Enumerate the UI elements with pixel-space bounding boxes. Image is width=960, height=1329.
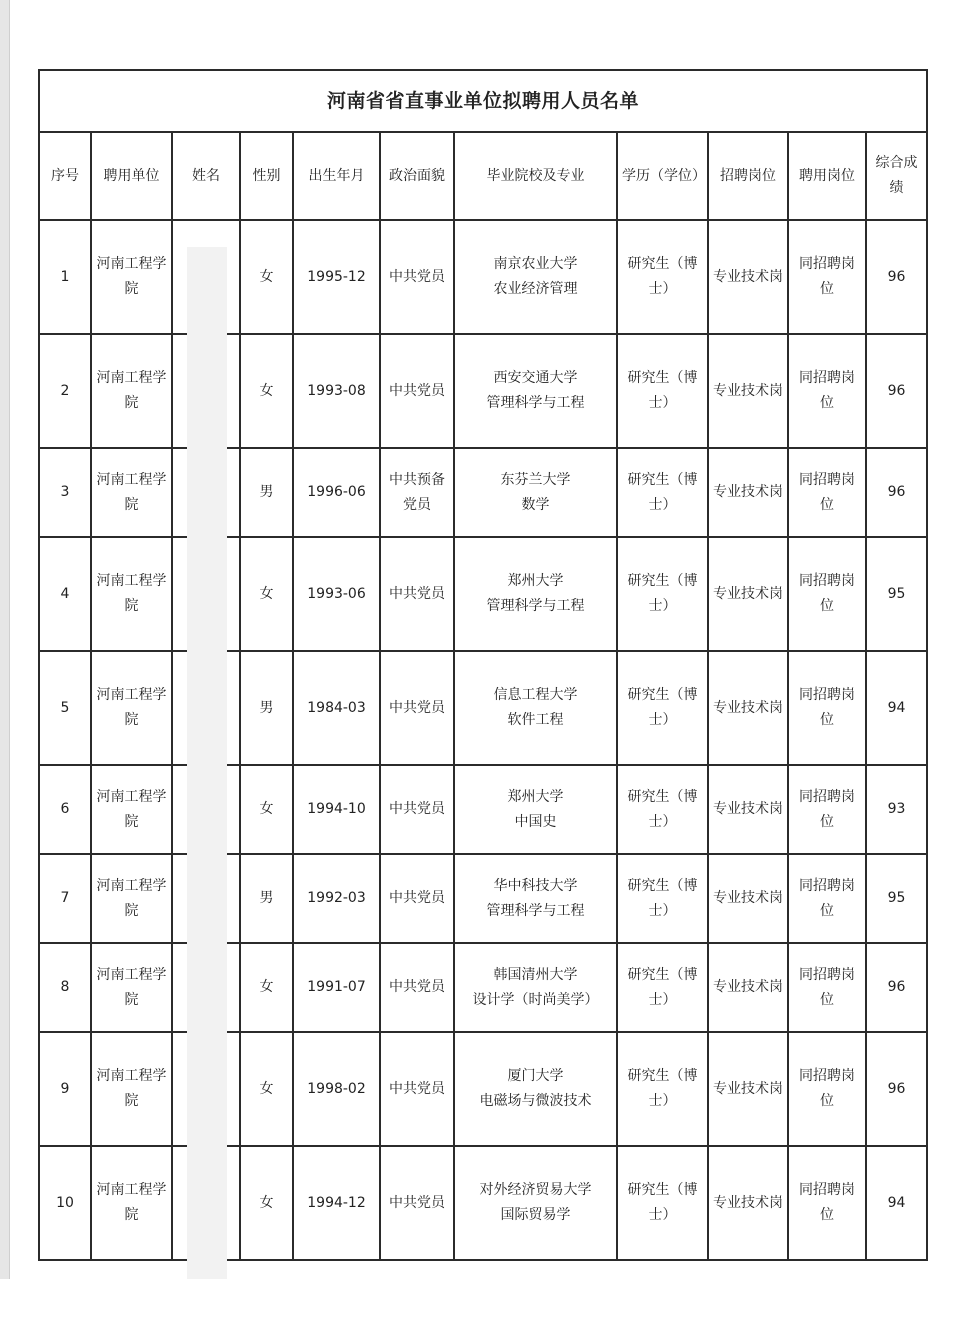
major-name: 中国史 <box>514 813 557 830</box>
unit-cell: 河南工程学院 <box>91 651 172 765</box>
school-name: 对外经济贸易大学 <box>479 1182 592 1198</box>
column-header: 毕业院校及专业 <box>454 132 617 220</box>
major-name: 电磁场与微波技术 <box>479 1093 592 1109</box>
post-cell: 专业技术岗 <box>708 1032 788 1146</box>
column-header: 综合成绩 <box>866 132 927 220</box>
edu-cell: 研究生（博士） <box>617 448 708 537</box>
post-cell: 专业技术岗 <box>708 537 788 651</box>
post-cell: 专业技术岗 <box>708 854 788 943</box>
gender-cell: 女 <box>240 1032 293 1146</box>
unit-cell: 河南工程学院 <box>91 854 172 943</box>
school-name: 郑州大学 <box>507 573 564 589</box>
school-name: 华中科技大学 <box>493 877 578 894</box>
political-cell: 中共党员 <box>380 1032 454 1146</box>
column-header: 聘用单位 <box>91 132 172 220</box>
school-major-cell <box>454 943 617 1032</box>
score-cell: 94 <box>866 1146 927 1260</box>
school-name: 信息工程大学 <box>493 687 578 703</box>
edu-cell: 研究生（博士） <box>617 765 708 854</box>
political-cell: 中共党员 <box>380 334 454 448</box>
gender-cell: 女 <box>240 220 293 334</box>
post-cell: 专业技术岗 <box>708 334 788 448</box>
post-cell: 专业技术岗 <box>708 220 788 334</box>
major-name: 设计学（时尚美学） <box>472 991 599 1008</box>
birth-cell: 1995-12 <box>293 220 380 334</box>
document-sheet <box>38 69 926 1329</box>
gender-cell: 女 <box>240 765 293 854</box>
table-row <box>39 334 927 448</box>
post-cell: 专业技术岗 <box>708 943 788 1032</box>
table-row <box>39 651 927 765</box>
gender-cell: 男 <box>240 651 293 765</box>
major-name: 管理科学与工程 <box>486 598 585 614</box>
page-left-edge <box>0 0 10 1279</box>
unit-cell: 河南工程学院 <box>91 220 172 334</box>
political-cell: 中共党员 <box>380 854 454 943</box>
school-major-cell <box>454 334 617 448</box>
major-name: 管理科学与工程 <box>486 902 585 919</box>
political-cell: 中共党员 <box>380 943 454 1032</box>
school-name: 西安交通大学 <box>493 370 578 386</box>
score-cell: 96 <box>866 220 927 334</box>
column-header: 政治面貌 <box>380 132 454 220</box>
column-header: 姓名 <box>172 132 240 220</box>
unit-cell: 河南工程学院 <box>91 765 172 854</box>
edu-cell: 研究生（博士） <box>617 537 708 651</box>
no-cell: 7 <box>39 854 91 943</box>
roster-body <box>39 220 927 1260</box>
no-cell: 8 <box>39 943 91 1032</box>
birth-cell: 1994-12 <box>293 1146 380 1260</box>
column-header: 学历（学位） <box>617 132 708 220</box>
gender-cell: 女 <box>240 537 293 651</box>
hired-cell: 同招聘岗位 <box>788 537 866 651</box>
unit-cell: 河南工程学院 <box>91 334 172 448</box>
school-major-cell <box>454 220 617 334</box>
column-header: 招聘岗位 <box>708 132 788 220</box>
birth-cell: 1996-06 <box>293 448 380 537</box>
major-name: 国际贸易学 <box>500 1207 571 1223</box>
unit-cell: 河南工程学院 <box>91 943 172 1032</box>
school-name: 厦门大学 <box>507 1068 564 1084</box>
table-row <box>39 1146 927 1260</box>
score-cell: 94 <box>866 651 927 765</box>
column-header: 性别 <box>240 132 293 220</box>
birth-cell: 1984-03 <box>293 651 380 765</box>
table-row <box>39 537 927 651</box>
hired-cell: 同招聘岗位 <box>788 448 866 537</box>
score-cell: 95 <box>866 537 927 651</box>
score-cell: 96 <box>866 1032 927 1146</box>
unit-cell: 河南工程学院 <box>91 1146 172 1260</box>
political-cell: 中共预备党员 <box>380 448 454 537</box>
post-cell: 专业技术岗 <box>708 1146 788 1260</box>
score-cell: 96 <box>866 334 927 448</box>
gender-cell: 男 <box>240 854 293 943</box>
table-row <box>39 1032 927 1146</box>
birth-cell: 1994-10 <box>293 765 380 854</box>
no-cell: 2 <box>39 334 91 448</box>
birth-cell: 1993-06 <box>293 537 380 651</box>
post-cell: 专业技术岗 <box>708 448 788 537</box>
school-major-cell <box>454 765 617 854</box>
school-major-cell <box>454 1032 617 1146</box>
school-major-cell <box>454 651 617 765</box>
score-cell: 96 <box>866 448 927 537</box>
table-row <box>39 854 927 943</box>
school-major-cell <box>454 854 617 943</box>
edu-cell: 研究生（博士） <box>617 651 708 765</box>
edu-cell: 研究生（博士） <box>617 943 708 1032</box>
major-name: 农业经济管理 <box>493 281 578 297</box>
table-row <box>39 943 927 1032</box>
school-name: 东芬兰大学 <box>500 471 571 488</box>
hired-cell: 同招聘岗位 <box>788 220 866 334</box>
column-header: 出生年月 <box>293 132 380 220</box>
hired-cell: 同招聘岗位 <box>788 1032 866 1146</box>
edu-cell: 研究生（博士） <box>617 334 708 448</box>
roster-table <box>38 69 928 1261</box>
edu-cell: 研究生（博士） <box>617 1032 708 1146</box>
hired-cell: 同招聘岗位 <box>788 1146 866 1260</box>
edu-cell: 研究生（博士） <box>617 854 708 943</box>
unit-cell: 河南工程学院 <box>91 1032 172 1146</box>
hired-cell: 同招聘岗位 <box>788 765 866 854</box>
major-name: 管理科学与工程 <box>486 395 585 411</box>
political-cell: 中共党员 <box>380 537 454 651</box>
redaction-mask <box>187 247 227 1279</box>
column-header: 序号 <box>39 132 91 220</box>
major-name: 数学 <box>521 496 550 513</box>
political-cell: 中共党员 <box>380 651 454 765</box>
table-row <box>39 220 927 334</box>
no-cell: 6 <box>39 765 91 854</box>
school-major-cell <box>454 1146 617 1260</box>
political-cell: 中共党员 <box>380 1146 454 1260</box>
edu-cell: 研究生（博士） <box>617 1146 708 1260</box>
unit-cell: 河南工程学院 <box>91 448 172 537</box>
no-cell: 10 <box>39 1146 91 1260</box>
table-row <box>39 448 927 537</box>
no-cell: 1 <box>39 220 91 334</box>
no-cell: 9 <box>39 1032 91 1146</box>
table-row <box>39 765 927 854</box>
birth-cell: 1992-03 <box>293 854 380 943</box>
hired-cell: 同招聘岗位 <box>788 943 866 1032</box>
birth-cell: 1993-08 <box>293 334 380 448</box>
gender-cell: 女 <box>240 1146 293 1260</box>
post-cell: 专业技术岗 <box>708 651 788 765</box>
political-cell: 中共党员 <box>380 765 454 854</box>
no-cell: 3 <box>39 448 91 537</box>
gender-cell: 女 <box>240 943 293 1032</box>
table-header-row <box>39 132 927 220</box>
school-name: 郑州大学 <box>507 788 564 805</box>
hired-cell: 同招聘岗位 <box>788 651 866 765</box>
score-cell: 96 <box>866 943 927 1032</box>
hired-cell: 同招聘岗位 <box>788 854 866 943</box>
no-cell: 5 <box>39 651 91 765</box>
major-name: 软件工程 <box>507 712 564 728</box>
gender-cell: 女 <box>240 334 293 448</box>
score-cell: 95 <box>866 854 927 943</box>
birth-cell: 1991-07 <box>293 943 380 1032</box>
no-cell: 4 <box>39 537 91 651</box>
score-cell: 93 <box>866 765 927 854</box>
post-cell: 专业技术岗 <box>708 765 788 854</box>
hired-cell: 同招聘岗位 <box>788 334 866 448</box>
gender-cell: 男 <box>240 448 293 537</box>
edu-cell: 研究生（博士） <box>617 220 708 334</box>
birth-cell: 1998-02 <box>293 1032 380 1146</box>
school-major-cell <box>454 537 617 651</box>
school-name: 韩国清州大学 <box>493 966 578 983</box>
political-cell: 中共党员 <box>380 220 454 334</box>
school-major-cell <box>454 448 617 537</box>
document-title: 河南省省直事业单位拟聘用人员名单 <box>39 70 927 132</box>
school-name: 南京农业大学 <box>493 256 578 272</box>
column-header: 聘用岗位 <box>788 132 866 220</box>
unit-cell: 河南工程学院 <box>91 537 172 651</box>
